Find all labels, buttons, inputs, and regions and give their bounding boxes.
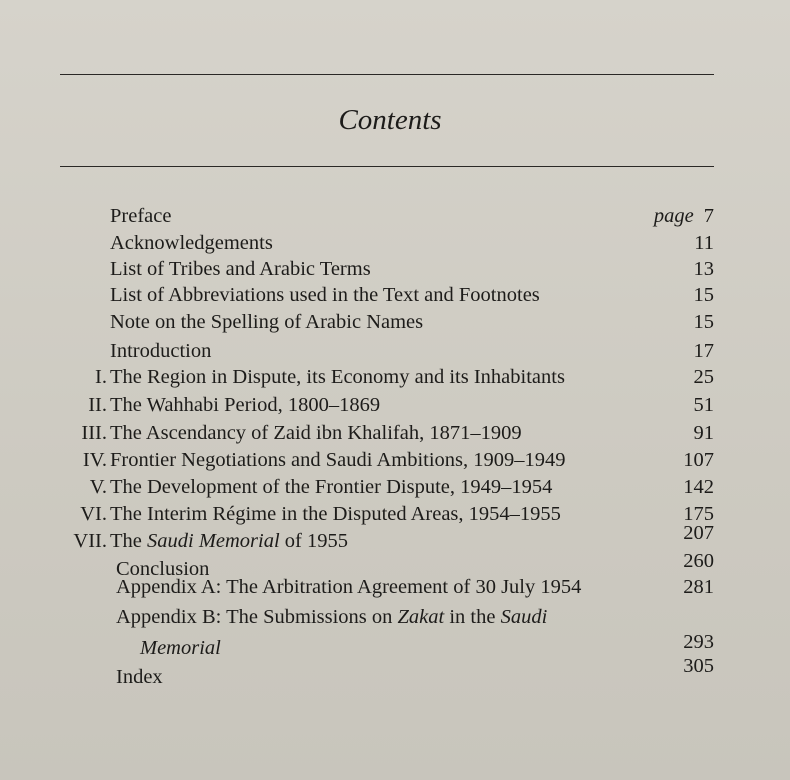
toc-entry-page: 15 [693,311,714,333]
toc-entry [0,522,790,558]
toc-entry [0,655,790,694]
chapter-number: II. [88,394,107,416]
toc-entry [0,422,790,450]
toc-entry-title: Introduction [110,340,212,362]
toc-entry [0,284,790,312]
toc-entry-page: 305 [683,655,714,677]
toc-entry-page: 281 [683,576,714,598]
toc-entry-page: 25 [693,366,714,388]
toc-entry-title: Index [116,666,163,688]
toc-entry-title: The Saudi Memorial of 1955 [110,530,348,552]
toc-entry [0,606,790,634]
toc-entry-page: 207 [683,522,714,544]
toc-entry-title: The Interim Régime in the Disputed Areas, 1954–1955 [110,503,561,525]
chapter-number: I. [95,366,107,388]
toc-entry-title: Preface [110,205,172,227]
toc-entry-page: 142 [683,476,714,498]
chapter-number: V. [89,476,107,498]
toc-entry-title: Note on the Spelling of Arabic Names [110,311,424,333]
toc-entry-page: 51 [693,394,714,416]
toc-entry [0,232,790,260]
toc-entry [0,205,790,233]
toc-entry-page: 91 [693,422,714,444]
toc-entry-title: List of Tribes and Arabic Terms [110,258,371,280]
toc-entry-page: 293 [683,631,714,653]
toc-entry [0,340,790,368]
bottom-rule [60,166,714,167]
toc-entry-title: List of Abbreviations used in the Text and Footnotes [110,284,540,306]
toc-entry [0,366,790,394]
toc-entry-page: 17 [693,340,714,362]
toc-entry-page: page 7 [653,205,714,227]
toc-entry-title: Appendix B: The Submissions on Zakat in the Saudi [116,606,548,628]
toc-entry-title: Acknowledgements [110,232,273,254]
toc-entry [0,394,790,422]
chapter-number: VII. [73,530,107,552]
toc-entry-title: The Wahhabi Period, 1800–1869 [110,394,381,416]
top-rule [60,74,714,75]
toc-entry-title: The Development of the Frontier Dispute, 1949–1954 [110,476,553,498]
toc-entry [0,258,790,286]
toc-entry-title: The Ascendancy of Zaid ibn Khalifah, 1871–1909 [110,422,522,444]
toc-entry-title: Conclusion [116,558,210,580]
toc-entry-page: 175 [683,503,714,525]
page-label: page [653,205,694,227]
toc-entry-continuation [0,631,790,665]
toc-entry [0,576,790,604]
toc-entry-page: 11 [694,232,714,254]
toc-entry [0,476,790,504]
toc-entry-title-cont: Memorial [140,637,221,659]
toc-entry-title: The Region in Dispute, its Economy and its Inhabitants [110,366,565,388]
toc-entry [0,503,790,531]
toc-entry-page: 107 [683,449,714,471]
toc-entry [0,311,790,339]
toc-entry-title: Appendix A: The Arbitration Agreement of 30 July 1954 [116,576,582,598]
chapter-number: IV. [82,449,107,471]
toc-entry-page: 15 [693,284,714,306]
chapter-number: VI. [80,503,107,525]
toc-entry-page: 260 [683,550,714,572]
page-title: Contents [338,104,442,136]
toc-entry-title: Frontier Negotiations and Saudi Ambitions, 1909–1949 [110,449,566,471]
chapter-number: III. [81,422,107,444]
toc-entry [0,449,790,477]
toc-entry-page: 13 [693,258,714,280]
